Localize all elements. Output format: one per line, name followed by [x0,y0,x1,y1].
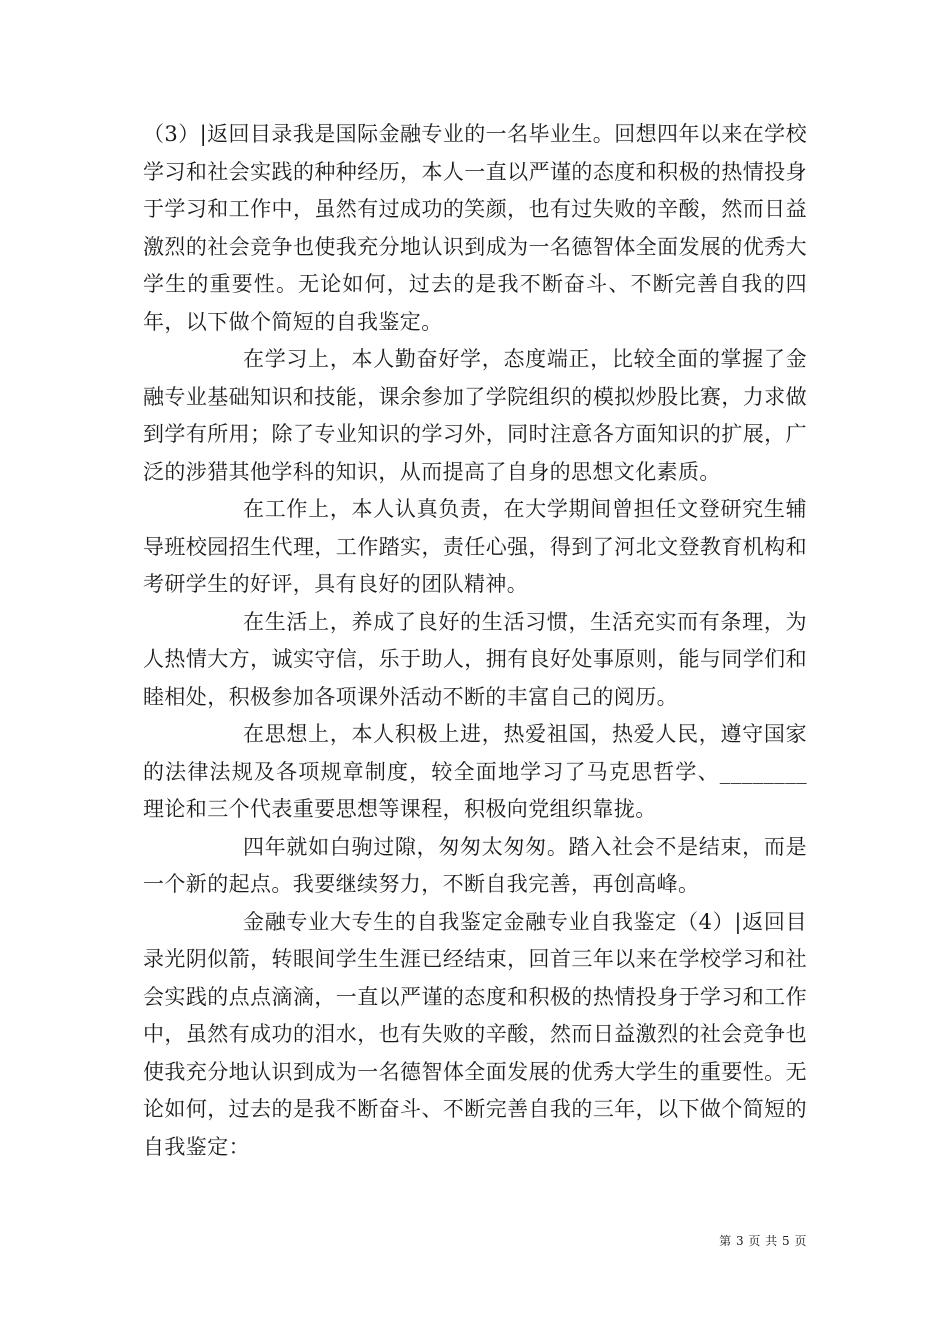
paragraph-study: 在学习上，本人勤奋好学，态度端正，比较全面的掌握了金融专业基础知识和技能，课余参加了学院组织的模拟炒股比赛，力求做到学有所用；除了专业知识的学习外，同时注意各方面知识的扩展，广泛的涉猎其他学科的知识，从而提高了自身的思想文化素质。 [143,347,807,484]
paragraph-section-4: 金融专业大专生的自我鉴定金融专业自我鉴定（4）|返回目录光阴似箭，转眼间学生生涯已经结束，回首三年以来在学校学习和社会实践的点点滴滴，一直以严谨的态度和积极的热情投身于学习和工作中，虽然有成功的泪水，也有失败的辛酸，然而日益激烈的社会竞争也使我充分地认识到成为一名德智体全面发展的优秀大学生的重要性。无论如何，过去的是我不断奋斗、不断完善自我的三年，以下做个简短的自我鉴定： [143,909,807,1159]
paragraph-conclusion: 四年就如白驹过隙，匆匆太匆匆。踏入社会不是结束，而是一个新的起点。我要继续努力，不断自我完善，再创高峰。 [143,834,807,896]
page-number-footer: 第 3 页 共 5 页 [719,1234,807,1248]
paragraph-intro: （3）|返回目录我是国际金融专业的一名毕业生。回想四年以来在学校学习和社会实践的种种经历，本人一直以严谨的态度和积极的热情投身于学习和工作中，虽然有过成功的笑颜，也有过失败的辛酸，然而日益激烈的社会竞争也使我充分地认识到成为一名德智体全面发展的优秀大学生的重要性。无论如何，过去的是我不断奋斗、不断完善自我的四年，以下做个简短的自我鉴定。 [143,122,807,334]
document-body [143,116,807,1166]
paragraph-thought: 在思想上，本人积极上进，热爱祖国，热爱人民，遵守国家的法律法规及各项规章制度，较全面地学习了马克思哲学、________理论和三个代表重要思想等课程，积极向党组织靠拢。 [143,722,807,821]
paragraph-life: 在生活上，养成了良好的生活习惯，生活充实而有条理，为人热情大方，诚实守信，乐于助人，拥有良好处事原则，能与同学们和睦相处，积极参加各项课外活动不断的丰富自己的阅历。 [143,609,807,709]
paragraph-work: 在工作上，本人认真负责，在大学期间曾担任文登研究生辅导班校园招生代理，工作踏实，责任心强，得到了河北文登教育机构和考研学生的好评，具有良好的团队精神。 [143,497,807,596]
